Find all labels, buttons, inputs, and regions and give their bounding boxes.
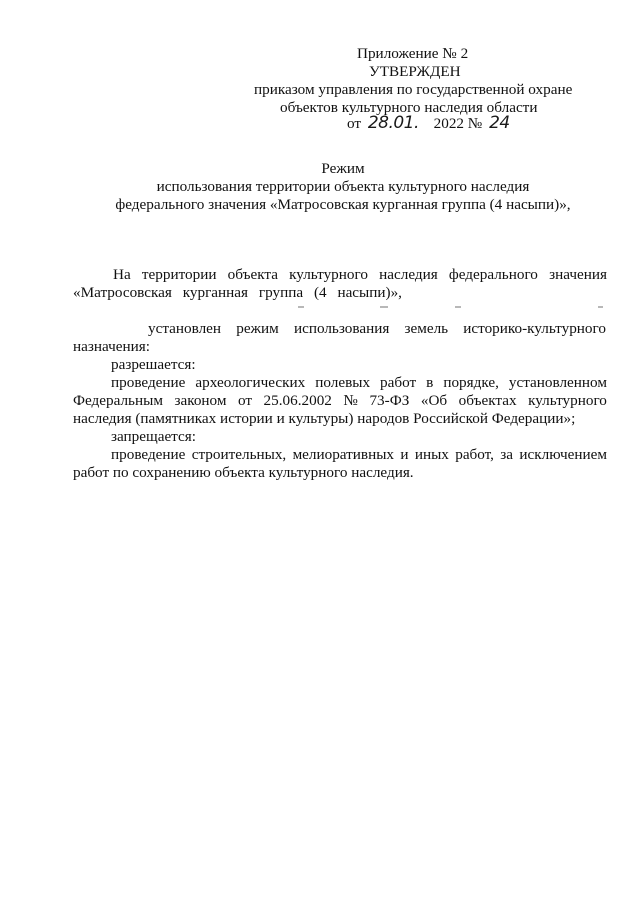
word: культурного bbox=[528, 392, 607, 409]
word: полевых bbox=[315, 374, 371, 391]
title-line-1: Режим bbox=[321, 160, 365, 177]
redacted-line bbox=[380, 306, 388, 308]
title-line-2: использования территории объекта культурного наследия bbox=[156, 178, 530, 195]
word: территории bbox=[141, 266, 217, 283]
word: использования bbox=[293, 320, 390, 337]
word: за bbox=[500, 446, 514, 463]
word: курганная bbox=[182, 284, 249, 301]
word: проведение bbox=[111, 446, 186, 463]
word: федерального bbox=[448, 266, 538, 283]
word: наследия bbox=[379, 266, 438, 283]
word: Федеральным bbox=[73, 392, 163, 409]
word: законом bbox=[174, 392, 227, 409]
word: 73-ФЗ bbox=[369, 392, 410, 409]
word: На bbox=[113, 266, 131, 283]
order-line-2: объектов культурного наследия области bbox=[280, 99, 538, 116]
redacted-line bbox=[598, 306, 603, 308]
word: иных bbox=[414, 446, 449, 463]
date-prefix: от bbox=[347, 115, 362, 132]
order-date-line bbox=[347, 115, 510, 132]
allowed-line-2 bbox=[73, 392, 607, 409]
title-line-3: федерального значения «Матросовская курганная группа (4 насыпи)», bbox=[115, 196, 571, 213]
word: от bbox=[237, 392, 253, 409]
word: 25.06.2002 bbox=[263, 392, 332, 409]
word: режим bbox=[236, 320, 279, 337]
paragraph-1-line-1 bbox=[113, 266, 607, 283]
word: строительных, bbox=[191, 446, 287, 463]
word: «Матросовская bbox=[73, 284, 172, 301]
order-line-1: приказом управления по государственной охране bbox=[254, 81, 573, 98]
handwritten-date: 28.01. bbox=[367, 113, 419, 133]
word: (4 bbox=[313, 284, 327, 301]
word: объектах bbox=[458, 392, 517, 409]
word: насыпи)», bbox=[337, 284, 402, 301]
word: историко-культурного bbox=[463, 320, 606, 337]
word: мелиоративных bbox=[292, 446, 395, 463]
forbidden-label: запрещается: bbox=[111, 428, 196, 445]
word: порядке, bbox=[443, 374, 499, 391]
redacted-line bbox=[455, 306, 461, 308]
word: работ, bbox=[455, 446, 494, 463]
paragraph-2-line-1 bbox=[148, 320, 606, 337]
word: установленном bbox=[508, 374, 607, 391]
date-year: 2022 № bbox=[433, 115, 483, 132]
word: в bbox=[426, 374, 434, 391]
appendix-label: Приложение № 2 bbox=[357, 45, 469, 62]
allowed-line-1 bbox=[111, 374, 607, 391]
approved-label: УТВЕРЖДЕН bbox=[369, 63, 461, 80]
word: исключением bbox=[519, 446, 607, 463]
word: значения bbox=[549, 266, 607, 283]
word: земель bbox=[404, 320, 449, 337]
paragraph-2-line-2: назначения: bbox=[73, 338, 150, 355]
paragraph-1-line-2 bbox=[73, 284, 402, 301]
word: археологических bbox=[195, 374, 306, 391]
handwritten-number: 24 bbox=[489, 113, 510, 133]
word: № bbox=[343, 392, 358, 409]
word: группа bbox=[258, 284, 304, 301]
word: проведение bbox=[111, 374, 186, 391]
word: объекта bbox=[227, 266, 278, 283]
allowed-label: разрешается: bbox=[111, 356, 196, 373]
word: и bbox=[400, 446, 409, 463]
word: работ bbox=[380, 374, 417, 391]
redacted-line bbox=[298, 306, 304, 308]
forbidden-line-1 bbox=[111, 446, 607, 463]
word: «Об bbox=[420, 392, 448, 409]
word: культурного bbox=[289, 266, 368, 283]
forbidden-line-2: работ по сохранению объекта культурного наследия. bbox=[73, 464, 414, 481]
allowed-line-3: наследия (памятниках истории и культуры) народов Российской Федерации»; bbox=[73, 410, 576, 427]
word: установлен bbox=[148, 320, 222, 337]
